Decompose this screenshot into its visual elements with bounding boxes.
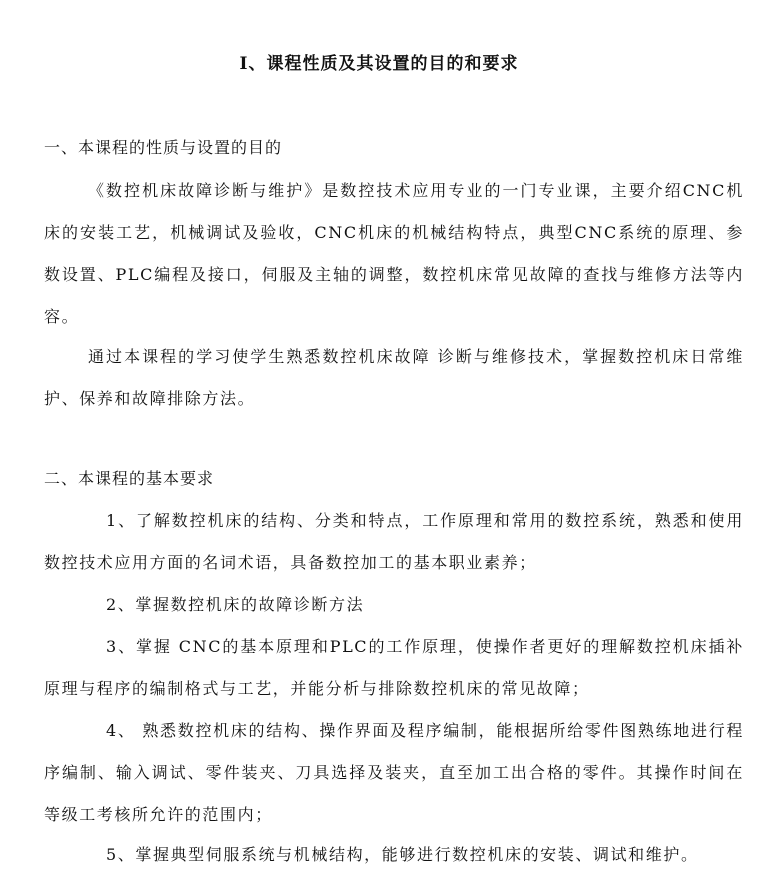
document-title: I、课程性质及其设置的目的和要求: [239, 54, 519, 74]
section2-heading: 二、本课程的基本要求: [44, 469, 215, 488]
section1-paragraph-2: 通过本课程的学习使学生熟悉数控机床故障 诊断与维修技术，掌握数控机床日常维护、保养和故障排除方法。: [44, 347, 744, 408]
requirement-item-5: 5、掌握典型伺服系统与机械结构，能够进行数控机床的安装、调试和维护。: [106, 845, 699, 864]
section1-paragraph-1: 《数控机床故障诊断与维护》是数控技术应用专业的一门专业课，主要介绍CNC机床的安装工艺，机械调试及验收，CNC机床的机械结构特点，典型CNC系统的原理、参数设置、PLC编程及接口，伺服及主轴的调整，数控机床常见故障的查找与维修方法等内容。: [44, 181, 744, 326]
requirement-item-3: 3、掌握 CNC的基本原理和PLC的工作原理，使操作者更好的理解数控机床插补原理与程序的编制格式与工艺，并能分析与排除数控机床的常见故障；: [44, 637, 744, 698]
section1-heading: 一、本课程的性质与设置的目的: [44, 138, 283, 157]
requirement-item-4: 4、 熟悉数控机床的结构、操作界面及程序编制，能根据所给零件图熟练地进行程序编制、输入调试、零件装夹、刀具选择及装夹，直至加工出合格的零件。其操作时间在等级工考核所允许的范围内；: [44, 721, 744, 824]
requirement-item-1: 1、了解数控机床的结构、分类和特点，工作原理和常用的数控系统，熟悉和使用数控技术应用方面的名词术语，具备数控加工的基本职业素养；: [44, 511, 744, 572]
requirement-item-2: 2、掌握数控机床的故障诊断方法: [106, 595, 365, 614]
